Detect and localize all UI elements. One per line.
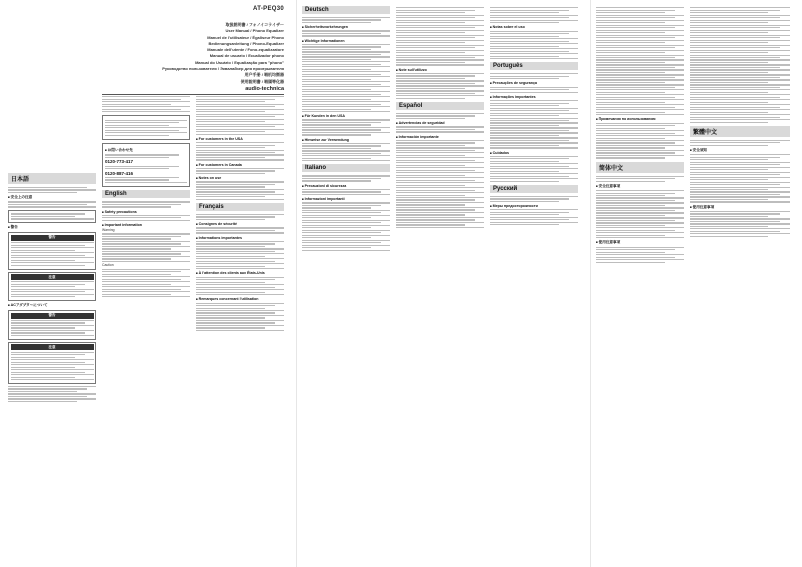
- section-heading: ■ Informações importantes: [490, 95, 578, 99]
- lang-header-spanish: Español: [396, 102, 484, 110]
- title-line: 取扱説明書 / フォノイコライザー: [225, 22, 284, 27]
- fold-line: [590, 0, 591, 567]
- lang-header-japanese: 日本語: [8, 173, 96, 184]
- section-heading: ■ 安全注意事项: [596, 184, 684, 189]
- lang-header-russian: Русский: [490, 185, 578, 193]
- section-heading: ■ 安全須知: [690, 148, 790, 153]
- lang-header-portuguese: Português: [490, 62, 578, 70]
- lang-header-french: Français: [196, 203, 284, 211]
- section-heading: ■ Precauzioni di sicurezza: [302, 184, 390, 188]
- section-heading: ■ Wichtige Informationen: [302, 39, 390, 43]
- column-english: [196, 0, 284, 567]
- caution-label: 注意: [11, 344, 94, 350]
- warning-label: Warning: [102, 227, 115, 232]
- section-heading: ■ 使用注意事項: [690, 205, 790, 210]
- section-heading: ■ Примечания по использованию: [596, 117, 684, 121]
- caution-label: Caution: [102, 263, 114, 268]
- title-line: User Manual / Phono Equalizer: [225, 28, 284, 34]
- section-heading: ■ ACアダプターについて: [8, 303, 96, 308]
- lang-header-italian: Italiano: [302, 164, 390, 172]
- warning-label: 警告: [11, 313, 94, 319]
- section-heading: ■ Sicherheitsvorkehrungen: [302, 25, 390, 29]
- warning-box: [8, 232, 96, 269]
- section-heading: ■ 安全上の注意: [8, 195, 96, 200]
- title-line: Manual de usuario / Ecualizador phono: [209, 53, 284, 59]
- section-heading: ■ For customers in the USA: [196, 137, 284, 141]
- caution-box: [8, 272, 96, 302]
- lang-header-english: English: [102, 190, 190, 198]
- column-russian-chinese: [596, 0, 684, 567]
- section-heading: ■ Меры предосторожности: [490, 204, 578, 208]
- contact-box: [102, 143, 190, 187]
- title-line: 使用說明書 / 唱頭等化器: [240, 78, 284, 84]
- section-heading: ■ Notas sobre el uso: [490, 25, 578, 29]
- column-german-italian: [302, 0, 390, 567]
- section-heading: ■ 使用注意事项: [596, 240, 684, 245]
- section-heading: ■ Cuidados: [490, 151, 578, 155]
- brand-logo: audio-technica: [245, 86, 284, 92]
- section-heading: ■ お問い合わせ先: [105, 148, 187, 153]
- section-heading: ■ For customers in Canada: [196, 163, 284, 167]
- section-heading: ■ Remarques concernant l'utilisation: [196, 297, 284, 301]
- section-heading: ■ Advertencias de seguridad: [396, 121, 484, 125]
- section-heading: ■ 警告: [8, 225, 96, 230]
- column-japanese-english: [102, 0, 190, 567]
- section-heading: ■ Consignes de sécurité: [196, 222, 284, 226]
- section-heading: ■ Hinweise zur Verwendung: [302, 138, 390, 142]
- section-heading: ■ Notes on use: [196, 176, 284, 180]
- section-heading: ■ Precauções de segurança: [490, 81, 578, 85]
- phone-number: 0120-887-416: [105, 170, 134, 176]
- phone-number: 0120-773-417: [105, 159, 134, 165]
- section-heading: ■ Información importante: [396, 135, 484, 139]
- lang-header-chinese-simplified: 简体中文: [596, 162, 684, 173]
- column-spanish-portuguese-russian: [490, 0, 578, 567]
- section-heading: ■ Informazioni importanti: [302, 197, 390, 201]
- caution-label: 注意: [11, 274, 94, 280]
- column-chinese-traditional: [690, 0, 790, 567]
- title-line: 用户手册 / 唱机均衡器: [244, 72, 284, 78]
- model-number: AT-PEQ30: [253, 6, 284, 12]
- adapter-note-box: [102, 115, 190, 140]
- section-heading: ■ Important information: [102, 223, 190, 227]
- caution-box: [8, 342, 96, 384]
- title-line: Bedienungsanleitung / Phono-Equalizer: [208, 40, 284, 46]
- title-line: Руководство пользователя / Эквалайзер для проигрывателя: [162, 66, 284, 72]
- column-italian-spanish: [396, 0, 484, 567]
- fold-line: [296, 0, 297, 567]
- lang-header-chinese-traditional: 繁體中文: [690, 126, 790, 137]
- warning-label: 警告: [11, 235, 94, 241]
- section-heading: ■ Note sull'utilizzo: [396, 68, 484, 72]
- lang-header-german: Deutsch: [302, 6, 390, 14]
- column-japanese: [8, 0, 96, 567]
- section-heading: ■ Informations importantes: [196, 236, 284, 240]
- title-line: Manual do Usuário / Equalização para "phono": [195, 59, 284, 65]
- section-heading: ■ Safety precautions: [102, 210, 190, 214]
- warning-box: [8, 310, 96, 340]
- title-line: Manuel de l'utilisateur / Égaliseur Phono: [207, 34, 284, 40]
- title-line: Manuale dell'utente / Fono-equalizzatore: [207, 47, 284, 53]
- section-heading: ■ À l'attention des clients aux États-Unis: [196, 271, 284, 275]
- warning-box: [8, 210, 96, 224]
- section-heading: ■ Für Kunden in den USA: [302, 114, 390, 118]
